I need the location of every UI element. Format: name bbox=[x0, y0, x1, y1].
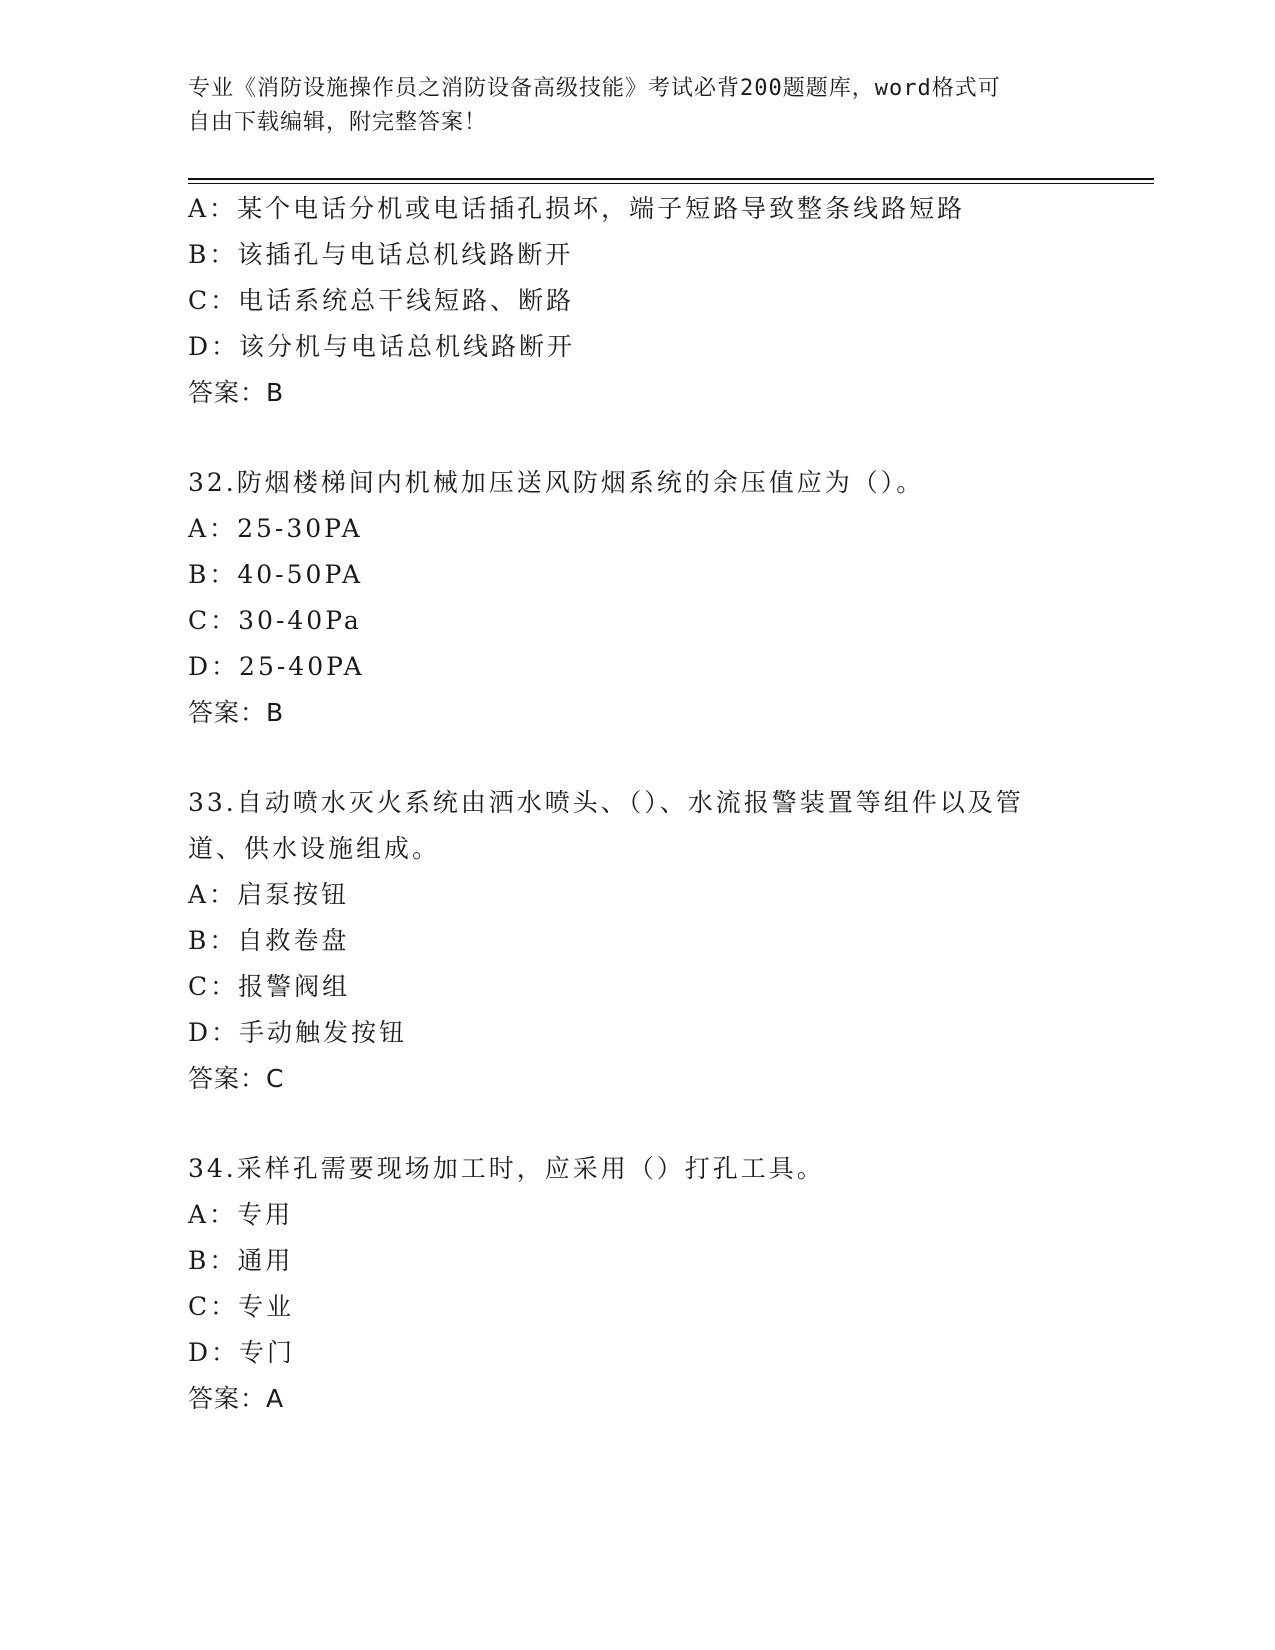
question-31 bbox=[188, 186, 1148, 416]
option-text: 报警阀组 bbox=[238, 972, 351, 1001]
option-letter: D： bbox=[188, 1338, 240, 1367]
option-b bbox=[188, 232, 1148, 278]
spacer bbox=[188, 416, 1148, 460]
option-b bbox=[188, 1238, 1148, 1284]
option-b bbox=[188, 552, 1148, 598]
option-c bbox=[188, 598, 1148, 644]
answer-line: 答案：A bbox=[188, 1384, 285, 1413]
answer-line: 答案：C bbox=[188, 1064, 285, 1093]
question-32 bbox=[188, 460, 1148, 736]
header-title-line-1: 专业《消防设施操作员之消防设备高级技能》考试必背200题题库，word格式可 bbox=[188, 76, 1001, 101]
question-stem: 34.采样孔需要现场加工时，应采用（）打孔工具。 bbox=[188, 1154, 825, 1183]
option-text: 专业 bbox=[238, 1292, 295, 1321]
option-text: 25-40PA bbox=[239, 652, 365, 681]
answer-line: 答案：B bbox=[188, 378, 285, 407]
option-letter: A： bbox=[188, 514, 238, 543]
option-c bbox=[188, 278, 1148, 324]
option-text: 某个电话分机或电话插孔损坏，端子短路导致整条线路短路 bbox=[237, 194, 966, 223]
option-letter: C： bbox=[188, 972, 239, 1001]
question-list bbox=[188, 186, 1148, 1422]
option-letter: A： bbox=[188, 880, 238, 909]
option-text: 通用 bbox=[237, 1246, 294, 1275]
option-a bbox=[188, 186, 1148, 232]
option-text: 该插孔与电话总机线路断开 bbox=[237, 240, 574, 269]
question-33 bbox=[188, 780, 1148, 1102]
option-text: 手动触发按钮 bbox=[239, 1018, 408, 1047]
header-title-line-2: 自由下载编辑，附完整答案！ bbox=[188, 110, 488, 135]
option-text: 该分机与电话总机线路断开 bbox=[239, 332, 576, 361]
option-letter: D： bbox=[188, 332, 240, 361]
option-b bbox=[188, 918, 1148, 964]
option-a bbox=[188, 872, 1148, 918]
option-a bbox=[188, 506, 1148, 552]
option-text: 自救卷盘 bbox=[237, 926, 350, 955]
option-letter: B： bbox=[188, 560, 238, 589]
option-letter: D： bbox=[188, 1018, 240, 1047]
answer-line: 答案：B bbox=[188, 698, 285, 727]
question-stem: 32.防烟楼梯间内机械加压送风防烟系统的余压值应为（）。 bbox=[188, 468, 925, 497]
option-c bbox=[188, 964, 1148, 1010]
header-divider-thick bbox=[188, 178, 1154, 180]
option-letter: C： bbox=[188, 1292, 239, 1321]
option-d bbox=[188, 644, 1148, 690]
option-letter: A： bbox=[188, 1200, 238, 1229]
option-letter: B： bbox=[188, 926, 238, 955]
option-letter: C： bbox=[188, 606, 239, 635]
option-text: 专门 bbox=[239, 1338, 296, 1367]
option-letter: B： bbox=[188, 1246, 238, 1275]
option-letter: A： bbox=[188, 194, 238, 223]
option-c bbox=[188, 1284, 1148, 1330]
document-header bbox=[188, 72, 1088, 140]
option-a bbox=[188, 1192, 1148, 1238]
question-34 bbox=[188, 1146, 1148, 1422]
option-letter: B： bbox=[188, 240, 238, 269]
option-text: 启泵按钮 bbox=[237, 880, 350, 909]
option-text: 电话系统总干线短路、断路 bbox=[238, 286, 575, 315]
option-d bbox=[188, 1010, 1148, 1056]
question-stem-line-1: 33.自动喷水灭火系统由洒水喷头、（）、水流报警装置等组件以及管 bbox=[188, 788, 1024, 817]
option-letter: C： bbox=[188, 286, 239, 315]
option-d bbox=[188, 324, 1148, 370]
option-letter: D： bbox=[188, 652, 240, 681]
option-text: 30-40Pa bbox=[238, 606, 362, 635]
question-stem-line-2: 道、供水设施组成。 bbox=[188, 834, 441, 863]
option-text: 25-30PA bbox=[237, 514, 363, 543]
spacer bbox=[188, 736, 1148, 780]
option-text: 专用 bbox=[237, 1200, 294, 1229]
header-divider-thin bbox=[188, 183, 1154, 184]
option-text: 40-50PA bbox=[237, 560, 364, 589]
option-d bbox=[188, 1330, 1148, 1376]
spacer bbox=[188, 1102, 1148, 1146]
